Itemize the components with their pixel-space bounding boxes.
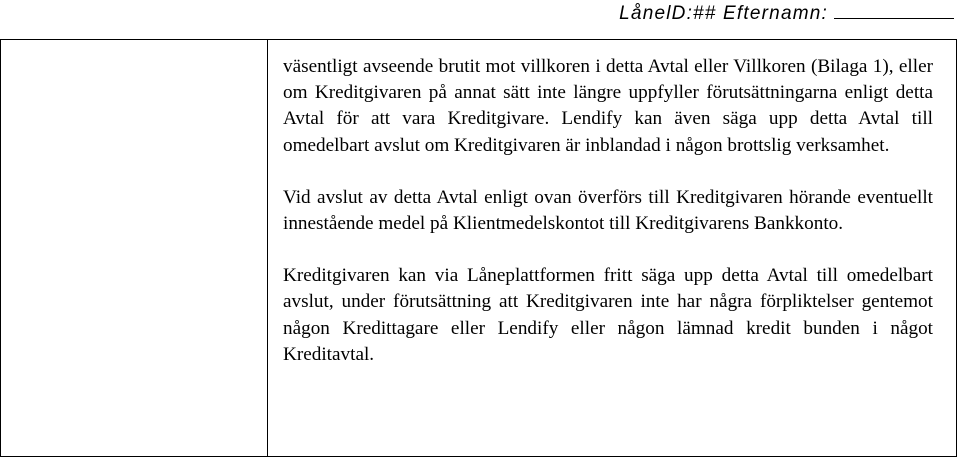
loan-id-label: LånelD:## Efternamn: — [619, 3, 828, 24]
column-divider — [267, 39, 268, 457]
surname-blank-line — [834, 4, 954, 19]
paragraph-termination-by-lendify: väsentligt avseende brutit mot villkoren i detta Avtal eller Villkoren (Bilaga 1), eller om Kreditgivaren på annat sätt inte längre uppfyller förutsättningarna enligt detta Avtal för att vara Kreditgivare. Lendify kan även säga upp detta Avtal till omedelbart avslut om Kreditgivaren är inblandad i någon brottslig verksamhet. — [283, 56, 933, 156]
paragraph-termination-by-lender: Kreditgivaren kan via Låneplattformen fritt säga upp detta Avtal till omedelbart avslut, under förutsättning att Kreditgivaren inte har några förpliktelser gentemot någon Kredittagare eller Lendify eller någon lämnad kredit bunden i något Kreditavtal. — [283, 265, 933, 365]
contract-text-column — [283, 54, 933, 368]
paragraph-transfer-of-funds: Vid avslut av detta Avtal enligt ovan överförs till Kreditgivaren hörande eventuellt innestående medel på Klientmedelskontot till Kreditgivarens Bankkonto. — [283, 186, 933, 235]
page-header — [619, 3, 954, 25]
